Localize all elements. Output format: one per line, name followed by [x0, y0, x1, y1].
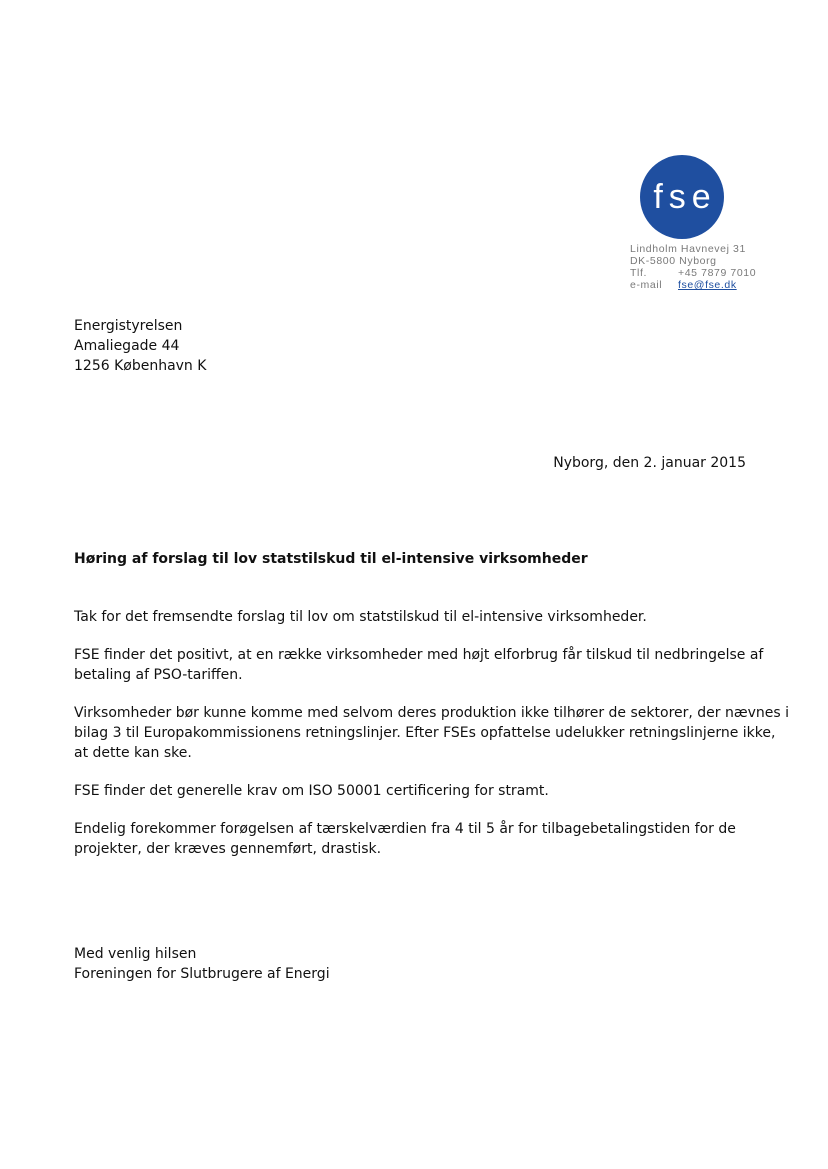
phone-label: Tlf. — [630, 267, 647, 279]
closing-organization: Foreningen for Slutbrugere af Energi — [74, 966, 330, 982]
phone-number: +45 7879 7010 — [678, 267, 757, 279]
paragraph-line: projekter, der kræves gennemført, drastisk. — [74, 841, 382, 857]
paragraph-2 — [74, 645, 764, 685]
paragraph-3 — [74, 703, 790, 763]
paragraph-line: bilag 3 til Europakommissionens retningslinjer. Efter FSEs opfattelse udelukker retningslinjerne ikke, — [74, 725, 776, 741]
letter-subject: Høring af forslag til lov statstilskud til el-intensive virksomheder — [74, 551, 588, 567]
email-link[interactable]: fse@fse.dk — [678, 279, 737, 291]
recipient-city: 1256 København K — [74, 358, 207, 374]
paragraph-line: at dette kan ske. — [74, 745, 192, 761]
paragraph-line: Tak for det fremsendte forslag til lov om statstilskud til el-intensive virksomheder. — [74, 609, 647, 625]
paragraph-line: FSE finder det positivt, at en række virksomheder med højt elforbrug får tilskud til nedbringelse af — [74, 647, 764, 663]
sender-address-line1: Lindholm Havnevej 31 — [630, 243, 746, 255]
letter-body — [74, 607, 790, 877]
letter-closing — [74, 944, 330, 984]
paragraph-line: Virksomheder bør kunne komme med selvom deres produktion ikke tilhører de sektorer, der nævnes i — [74, 705, 790, 721]
paragraph-line: betaling af PSO-tariffen. — [74, 667, 243, 683]
letter-date: Nyborg, den 2. januar 2015 — [553, 455, 746, 471]
sender-phone-row — [630, 267, 770, 279]
recipient-name: Energistyrelsen — [74, 318, 183, 334]
paragraph-line: Endelig forekommer forøgelsen af tærskelværdien fra 4 til 5 år for tilbagebetalingstiden for de — [74, 821, 736, 837]
email-label: e-mail — [630, 279, 663, 291]
fse-logo — [640, 155, 724, 239]
logo-text: fse — [653, 177, 717, 216]
sender-email-row — [630, 279, 770, 291]
paragraph-4 — [74, 781, 754, 801]
sender-address-line2: DK-5800 Nyborg — [630, 255, 717, 267]
paragraph-1 — [74, 607, 754, 627]
paragraph-line: FSE finder det generelle krav om ISO 50001 certificering for stramt. — [74, 783, 549, 799]
closing-greeting: Med venlig hilsen — [74, 946, 197, 962]
recipient-address-block — [74, 316, 206, 376]
paragraph-5 — [74, 819, 754, 859]
recipient-street: Amaliegade 44 — [74, 338, 180, 354]
sender-contact-block — [630, 243, 770, 291]
